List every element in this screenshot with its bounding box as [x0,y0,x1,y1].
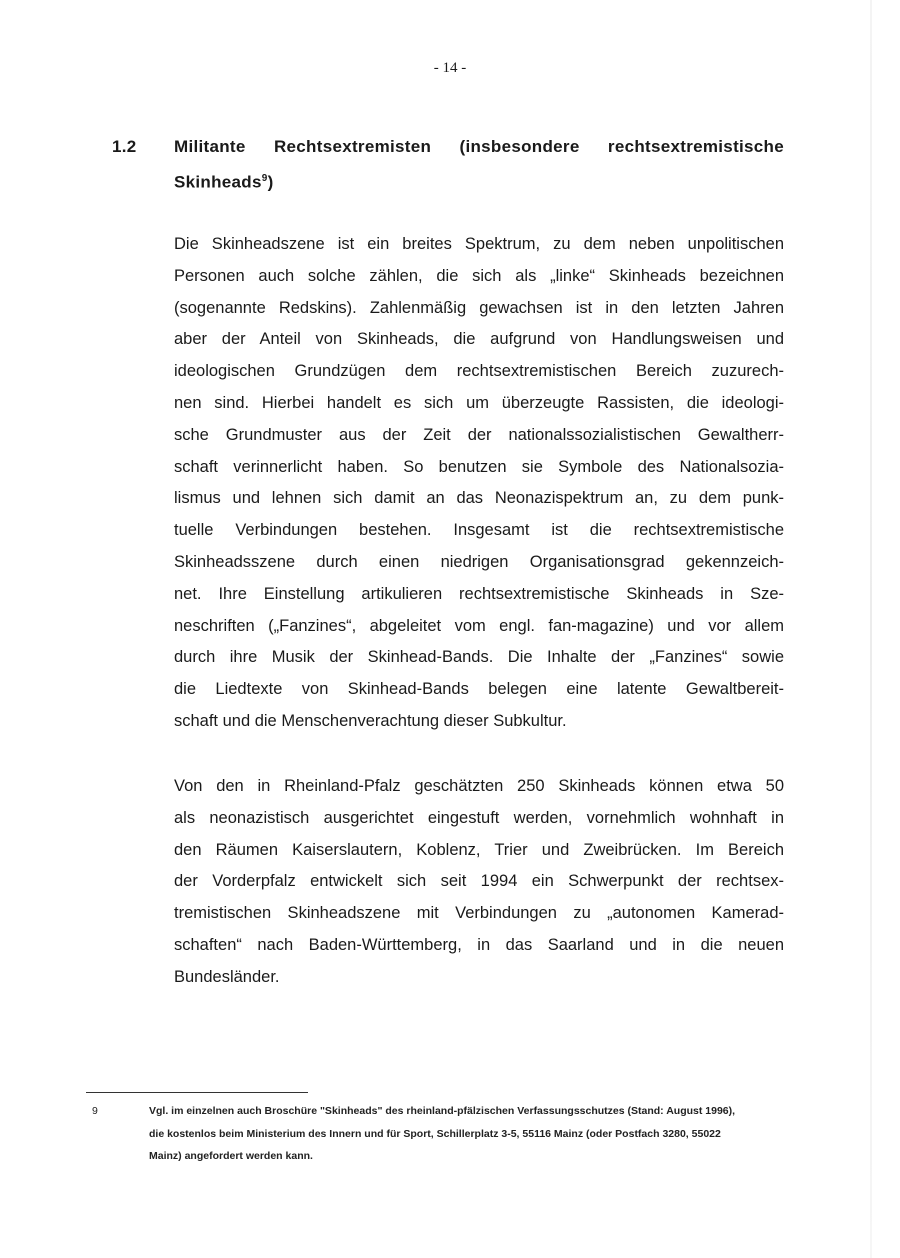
page-number: - 14 - [433,60,467,76]
section-number: 1.2 [112,137,137,156]
paragraph-line: lismus und lehnen sich damit an das Neonazispektrum an, zu dem punk- [174,489,784,508]
paragraph-line: tuelle Verbindungen bestehen. Insgesamt ist die rechtsextremistische [174,521,784,540]
section-heading [112,131,784,199]
paragraph-line: Von den in Rheinland-Pfalz geschätzten 250 Skinheads können etwa 50 [174,777,784,795]
section-title-skinheads: Skinheads [174,172,262,192]
paragraph-1 [174,229,784,738]
footnote-line: Vgl. im einzelnen auch Broschüre "Skinheads" des rheinland-pfälzischen Verfassungsschutzes (Stand: August 1996), [149,1105,736,1117]
paragraph-line: tremistischen Skinheadszene mit Verbindungen zu „autonomen Kamerad- [174,904,784,923]
paragraph-line: sche Grundmuster aus der Zeit der nationalssozialistischen Gewaltherr- [174,425,784,444]
footnote-divider [86,1092,308,1093]
paragraph-line: (sogenannte Redskins). Zahlenmäßig gewachsen ist in den letzten Jahren [174,298,784,317]
section-title-close: ) [267,172,274,192]
paragraph-line: Skinheadsszene durch einen niedrigen Organisationsgrad gekennzeich- [174,552,784,571]
paragraph-line: schaft und die Menschenverachtung dieser Subkultur. [174,711,567,730]
paragraph-line: Bundesländer. [174,967,280,986]
section-title-line-1: Militante Rechtsextremisten (insbesondere rechtsextremistische [174,137,784,156]
footnote-line: die kostenlos beim Ministerium des Innern und für Sport, Schillerplatz 3-5, 55116 Mainz (oder Postfach 3280, 55022 [149,1127,721,1140]
footnote [92,1100,792,1168]
paragraph-line: aber der Anteil von Skinheads, die aufgrund von Handlungsweisen und [174,330,784,349]
section-title [174,131,784,199]
paragraph-line: ideologischen Grundzügen dem rechtsextremistischen Bereich zuzurech- [174,362,784,381]
scan-edge [870,0,872,1258]
paragraph-line: die Liedtexte von Skinhead-Bands belegen eine latente Gewaltbereit- [174,680,784,699]
footnote-text [149,1100,792,1168]
footnote-reference[interactable]: 9 [261,173,268,184]
section-title-line-2 [174,163,784,199]
paragraph-line: der Vorderpfalz entwickelt sich seit 1994 ein Schwerpunkt der rechtsex- [174,872,784,891]
paragraph-line: durch ihre Musik der Skinhead-Bands. Die Inhalte der „Fanzines“ sowie [174,648,784,667]
paragraph-line: nen sind. Hierbei handelt es sich um überzeugte Rassisten, die ideologi- [174,393,784,412]
paragraph-line: neschriften („Fanzines“, abgeleitet vom engl. fan-magazine) und vor allem [174,616,784,635]
paragraph-line: den Räumen Kaiserslautern, Koblenz, Trier und Zweibrücken. Im Bereich [174,840,784,859]
paragraph-line: schaft verinnerlicht haben. So benutzen sie Symbole des Nationalsozia- [174,457,784,476]
footnote-mark: 9 [92,1105,98,1117]
paragraph-line: als neonazistisch ausgerichtet eingestuft werden, vornehmlich wohnhaft in [174,808,784,827]
paragraph-line: net. Ihre Einstellung artikulieren rechtsextremistische Skinheads in Sze- [174,584,784,603]
paragraph-line: Die Skinheadszene ist ein breites Spektrum, zu dem neben unpolitischen [174,235,784,253]
footnote-line: Mainz) angefordert werden kann. [149,1150,313,1162]
paragraph-line: Personen auch solche zählen, die sich als „linke“ Skinheads bezeichnen [174,266,784,285]
paragraph-line: schaften“ nach Baden-Württemberg, in das Saarland und in die neuen [174,935,784,954]
paragraph-2 [174,771,784,994]
